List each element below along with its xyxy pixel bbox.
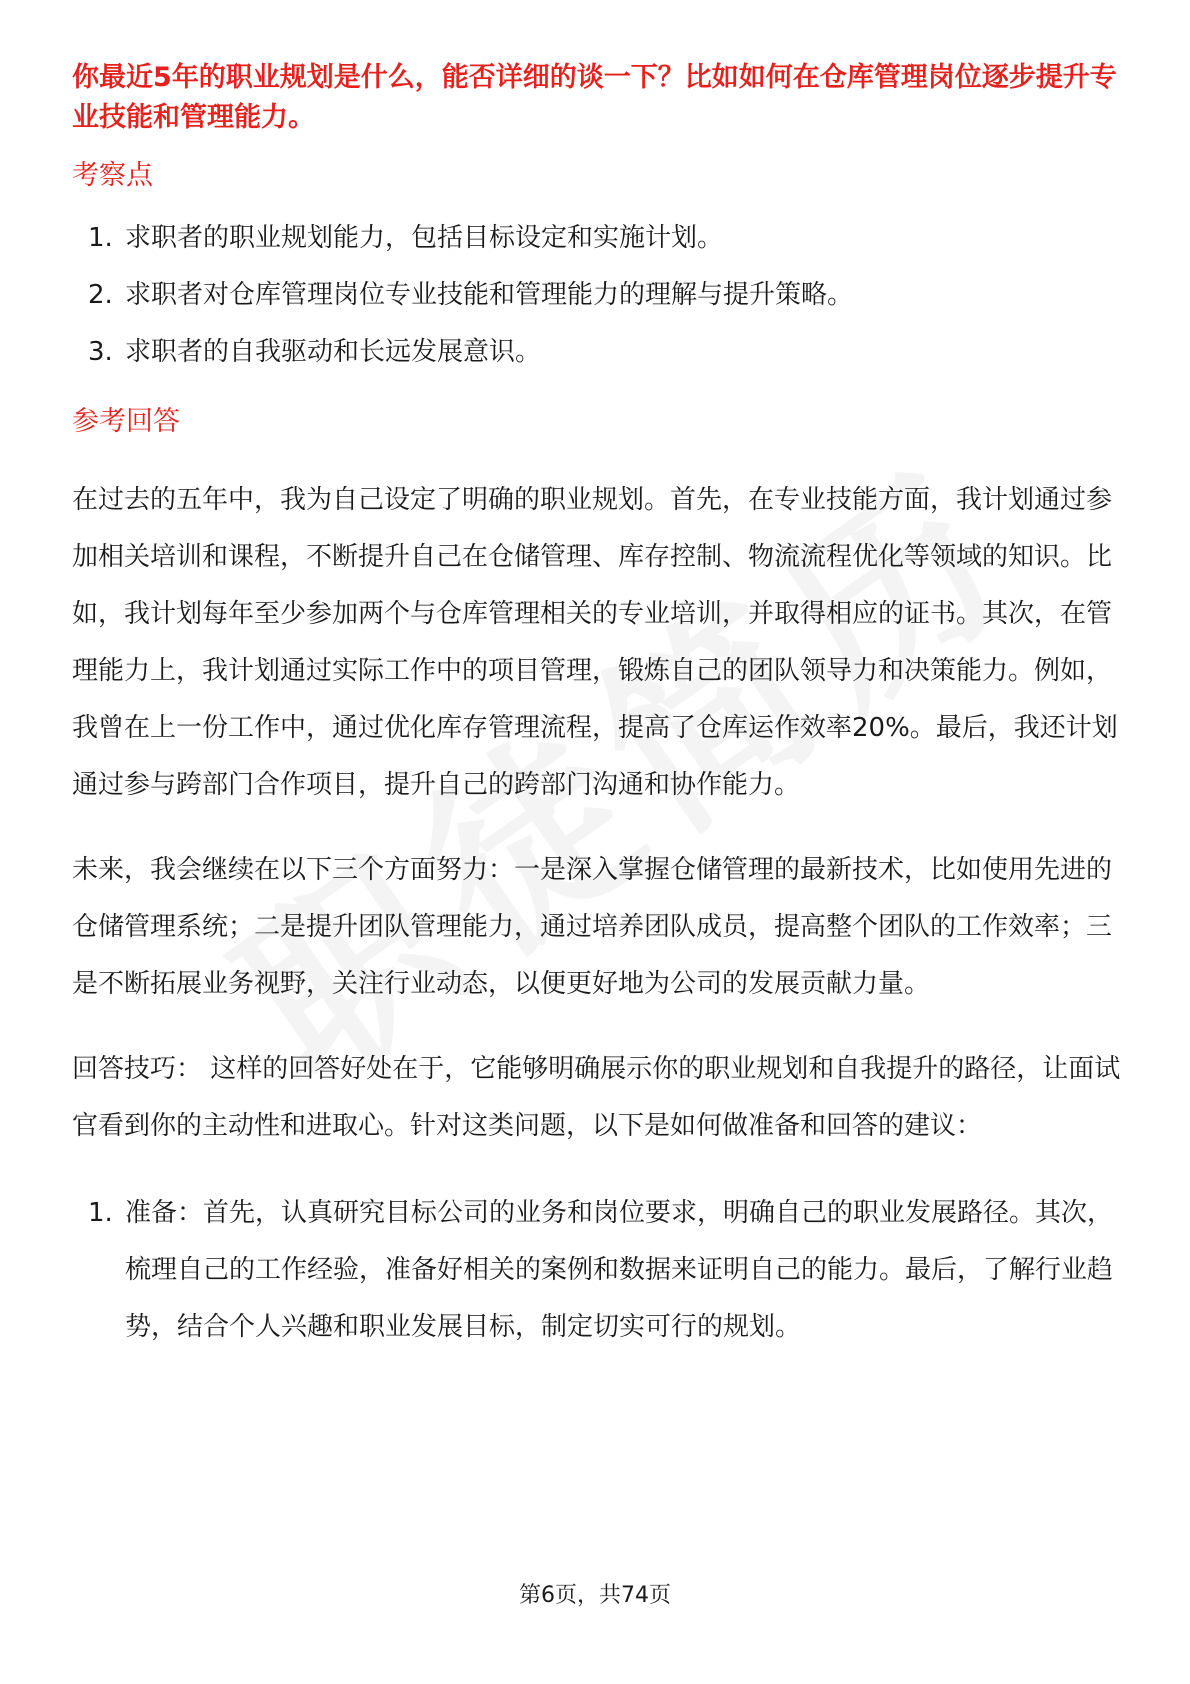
document-body: [72, 58, 1122, 1356]
points-heading: 考察点: [72, 160, 153, 191]
list-item: [72, 1185, 1122, 1356]
list-item-text: 准备：首先，认真研究目标公司的业务和岗位要求，明确自己的职业发展路径。其次，梳理自己的工作经验，准备好相关的案例和数据来证明自己的能力。最后，了解行业趋势，结合个人兴趣和职业发展目标，制定切实可行的规划。: [125, 1198, 1114, 1342]
list-number: 3.: [88, 337, 113, 367]
page-footer: 第6页，共74页: [519, 1583, 671, 1608]
list-item: [72, 332, 1122, 372]
points-list: [72, 218, 1122, 372]
list-item: [72, 218, 1122, 258]
list-number: 1.: [88, 1198, 113, 1228]
answer-heading: 参考回答: [72, 406, 180, 437]
list-item-text: 求职者的自我驱动和长远发展意识。: [125, 337, 542, 367]
answer-paragraph-3: 回答技巧： 这样的回答好处在于，它能够明确展示你的职业规划和自我提升的路径，让面试官看到你的主动性和进取心。针对这类问题，以下是如何做准备和回答的建议：: [72, 1054, 1121, 1141]
list-item-text: 求职者的职业规划能力，包括目标设定和实施计划。: [125, 223, 724, 253]
list-number: 2.: [88, 280, 113, 310]
list-item-text: 求职者对仓库管理岗位专业技能和管理能力的理解与提升策略。: [125, 280, 854, 310]
list-item: [72, 275, 1122, 315]
answer-paragraph-1: 在过去的五年中，我为自己设定了明确的职业规划。首先，在专业技能方面，我计划通过参加相关培训和课程，不断提升自己在仓储管理、库存控制、物流流程优化等领域的知识。比如，我计划每年至少参加两个与仓库管理相关的专业培训，并取得相应的证书。其次，在管理能力上，我计划通过实际工作中的项目管理，锻炼自己的团队领导力和决策能力。例如，我曾在上一份工作中，通过优化库存管理流程，提高了仓库运作效率20%。最后，我还计划通过参与跨部门合作项目，提升自己的跨部门沟通和协作能力。: [72, 485, 1118, 800]
answer-paragraph-2: 未来，我会继续在以下三个方面努力：一是深入掌握仓储管理的最新技术，比如使用先进的仓储管理系统；二是提升团队管理能力，通过培养团队成员，提高整个团队的工作效率；三是不断拓展业务视野，关注行业动态，以便更好地为公司的发展贡献力量。: [72, 855, 1113, 999]
list-number: 1.: [88, 223, 113, 253]
question-title: 你最近5年的职业规划是什么，能否详细的谈一下？比如如何在仓库管理岗位逐步提升专业技能和管理能力。: [72, 62, 1117, 133]
tips-list: [72, 1185, 1122, 1356]
